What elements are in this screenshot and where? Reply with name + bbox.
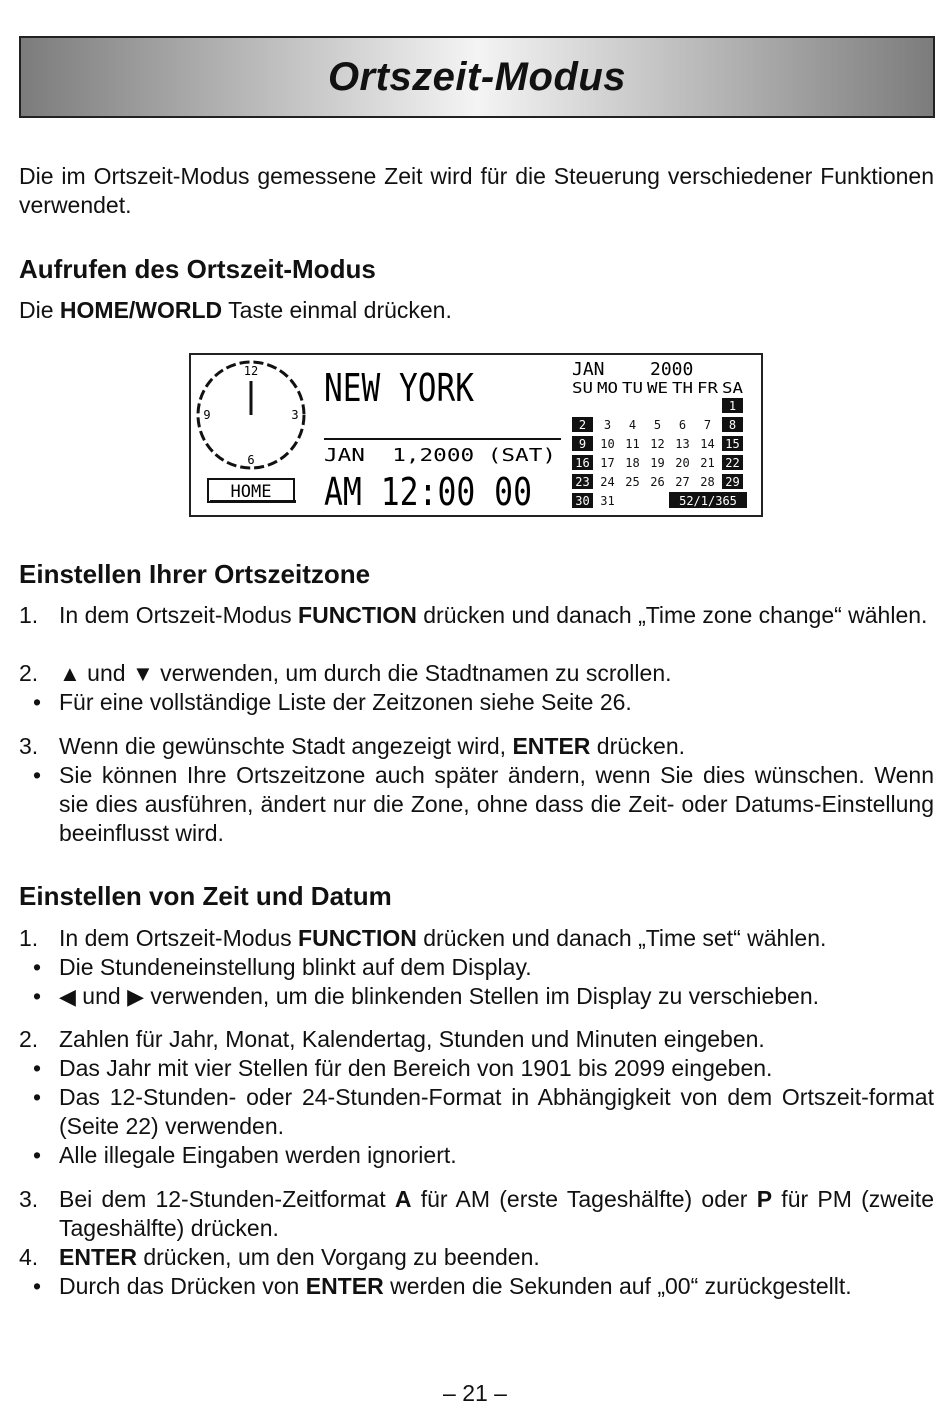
item-number: 3. xyxy=(19,1186,39,1212)
bullet-icon: • xyxy=(33,1273,42,1299)
list-item xyxy=(19,601,934,630)
bullet-item xyxy=(19,761,934,848)
home-world-key: HOME/WORLD xyxy=(59,297,223,323)
cal-grid xyxy=(572,398,743,508)
bullet-item xyxy=(19,1083,934,1141)
list-item xyxy=(19,659,934,688)
cal-day: 31 xyxy=(600,494,615,508)
cal-day: 27 xyxy=(675,475,690,489)
cal-weekday: WE xyxy=(647,379,668,397)
cal-day: 12 xyxy=(650,437,665,451)
item-number: 3. xyxy=(19,733,39,759)
cal-day: 23 xyxy=(575,475,590,489)
lcd-display xyxy=(189,353,763,517)
item-text: Durch das Drücken von xyxy=(59,1273,306,1299)
function-key: FUNCTION xyxy=(298,602,417,628)
item-text: drücken und danach „Time zone change“ wählen. xyxy=(416,602,928,628)
bullet-text: Für eine vollständige Liste der Zeitzonen siehe Seite 26. xyxy=(59,689,632,715)
bullet-item xyxy=(19,953,934,982)
item-text: drücken, um den Vorgang zu beenden. xyxy=(136,1244,540,1270)
cal-day: 15 xyxy=(725,437,740,451)
bullet-item xyxy=(19,982,934,1011)
cal-weekday: MO xyxy=(597,379,618,397)
analog-clock-icon xyxy=(198,362,304,468)
bullet-icon: • xyxy=(33,983,42,1009)
item-text: für PM (zweite Tageshälfte) drücken. xyxy=(59,1186,934,1241)
cal-day: 7 xyxy=(703,418,712,432)
lcd-svg xyxy=(191,355,765,519)
cal-day: 3 xyxy=(603,418,612,432)
enter-key: ENTER xyxy=(512,733,591,759)
item-number: 1. xyxy=(19,602,39,628)
cal-day: 16 xyxy=(575,456,590,470)
bullet-text: Sie können Ihre Ortszeitzone auch später ändern, wenn Sie dies wünschen. Wenn sie dies ausführen, ändert nur die Zone, ohne dass die Zeit- oder Datums-Einstellung beeinflusst wird. xyxy=(59,762,934,846)
clock-num-9: 9 xyxy=(203,408,211,422)
item-text: Zahlen für Jahr, Monat, Kalendertag, Stunden und Minuten eingeben. xyxy=(59,1026,765,1052)
cal-weekday: TU xyxy=(622,379,643,397)
cal-year: 2000 xyxy=(650,359,694,380)
item-text: für AM (erste Tageshälfte) oder xyxy=(411,1186,757,1212)
cal-day: 13 xyxy=(675,437,690,451)
function-key: FUNCTION xyxy=(298,925,417,951)
title-banner xyxy=(19,36,935,118)
lcd-time: AM 12:00 00 xyxy=(324,470,532,514)
item-text: In dem Ortszeit-Modus xyxy=(59,602,299,628)
bullet-item xyxy=(19,1141,934,1170)
cal-weekday: FR xyxy=(697,379,720,397)
cal-day: 2 xyxy=(578,418,587,432)
list-item xyxy=(19,924,934,953)
list-item xyxy=(19,732,934,761)
page-number: – 21 – xyxy=(443,1380,507,1406)
bullet-text: Die Stundeneinstellung blinkt auf dem Display. xyxy=(59,954,532,980)
down-arrow-icon: ▼ xyxy=(131,661,154,686)
item-text: und xyxy=(75,983,128,1009)
item-number: 2. xyxy=(19,660,39,686)
cal-day: 29 xyxy=(725,475,740,489)
bullet-icon: • xyxy=(33,954,42,980)
item-text: Wenn die gewünschte Stadt angezeigt wird, xyxy=(59,733,513,759)
list-item xyxy=(19,1025,934,1054)
cal-month: JAN xyxy=(572,359,605,380)
cal-day: 25 xyxy=(625,475,640,489)
section-heading-zeit-datum: Einstellen von Zeit und Datum xyxy=(19,881,392,911)
city-name: NEW YORK xyxy=(324,366,475,410)
item-text: drücken und danach „Time set“ wählen. xyxy=(416,925,827,951)
cal-day: 18 xyxy=(625,456,640,470)
cal-day: 24 xyxy=(600,475,615,489)
list-item xyxy=(19,1185,934,1243)
bullet-icon: • xyxy=(33,1055,42,1081)
cal-day: 6 xyxy=(678,418,687,432)
bullet-icon: • xyxy=(33,762,42,788)
item-text: Bei dem 12-Stunden-Zeitformat xyxy=(59,1186,395,1212)
cal-day: 19 xyxy=(650,456,665,470)
s1-post: Taste einmal drücken. xyxy=(222,297,452,323)
home-label: HOME xyxy=(230,482,272,502)
cal-day: 10 xyxy=(600,437,615,451)
cal-day: 22 xyxy=(725,456,740,470)
bullet-text: Das Jahr mit vier Stellen für den Bereich von 1901 bis 2099 eingeben. xyxy=(59,1055,773,1081)
left-arrow-icon: ◀ xyxy=(59,984,76,1009)
cal-day: 28 xyxy=(700,475,715,489)
item-number: 1. xyxy=(19,925,39,951)
item-text: In dem Ortszeit-Modus xyxy=(59,925,299,951)
cal-day: 9 xyxy=(578,437,587,451)
cal-weekday: SU xyxy=(572,379,593,397)
enter-key: ENTER xyxy=(59,1244,137,1270)
intro-paragraph: Die im Ortszeit-Modus gemessene Zeit wird für die Steuerung verschiedener Funktionen verwendet. xyxy=(19,163,934,218)
clock-num-3: 3 xyxy=(291,408,299,422)
cal-day: 5 xyxy=(653,418,662,432)
item-number: 4. xyxy=(19,1244,39,1270)
lcd-date: JAN 1,2000 (SAT) xyxy=(324,445,556,466)
cal-day: 21 xyxy=(700,456,715,470)
section-heading-aufrufen: Aufrufen des Ortszeit-Modus xyxy=(19,254,376,284)
cal-day: 4 xyxy=(628,418,637,432)
clock-num-6: 6 xyxy=(247,453,255,467)
cal-weekdays xyxy=(572,379,743,397)
cal-day: 14 xyxy=(700,437,715,451)
cal-day: 8 xyxy=(728,418,737,432)
item-text: werden die Sekunden auf „00“ zurückgestellt. xyxy=(383,1273,852,1299)
section1-text xyxy=(19,296,934,325)
bullet-item xyxy=(19,688,934,717)
page-title: Ortszeit-Modus xyxy=(327,54,627,99)
item-text: verwenden, um durch die Stadtnamen zu scrollen. xyxy=(153,660,672,686)
cal-day: 17 xyxy=(600,456,615,470)
clock-num-12: 12 xyxy=(243,364,259,378)
cal-day: 1 xyxy=(728,399,737,413)
bullet-item xyxy=(19,1054,934,1083)
p-key: P xyxy=(756,1186,773,1212)
s1-pre: Die xyxy=(19,297,60,323)
bullet-icon: • xyxy=(33,689,42,715)
bullet-item xyxy=(19,1272,934,1301)
cal-weekday: SA xyxy=(722,379,743,397)
list-item xyxy=(19,1243,934,1272)
cal-day: 26 xyxy=(650,475,665,489)
week-day-counter: 52/1/365 xyxy=(679,494,737,508)
item-text: und xyxy=(80,660,132,686)
cal-weekday: TH xyxy=(672,379,693,397)
up-arrow-icon: ▲ xyxy=(59,661,81,686)
right-arrow-icon: ▶ xyxy=(127,984,144,1009)
item-number: 2. xyxy=(19,1026,39,1052)
bullet-icon: • xyxy=(33,1142,42,1168)
bullet-icon: • xyxy=(33,1084,42,1110)
cal-day: 30 xyxy=(575,494,590,508)
bullet-text: Alle illegale Eingaben werden ignoriert. xyxy=(59,1142,457,1168)
bullet-text: Das 12-Stunden- oder 24-Stunden-Format in Abhängigkeit von dem Ortszeit-format (Seite 22) verwenden. xyxy=(59,1084,934,1139)
cal-day: 11 xyxy=(625,437,640,451)
item-text: verwenden, um die blinkenden Stellen im Display zu verschieben. xyxy=(144,983,820,1009)
a-key: A xyxy=(394,1186,412,1212)
section-heading-ortszeitzone: Einstellen Ihrer Ortszeitzone xyxy=(19,559,371,589)
item-text: drücken. xyxy=(590,733,686,759)
cal-day: 20 xyxy=(675,456,690,470)
enter-key: ENTER xyxy=(305,1273,384,1299)
